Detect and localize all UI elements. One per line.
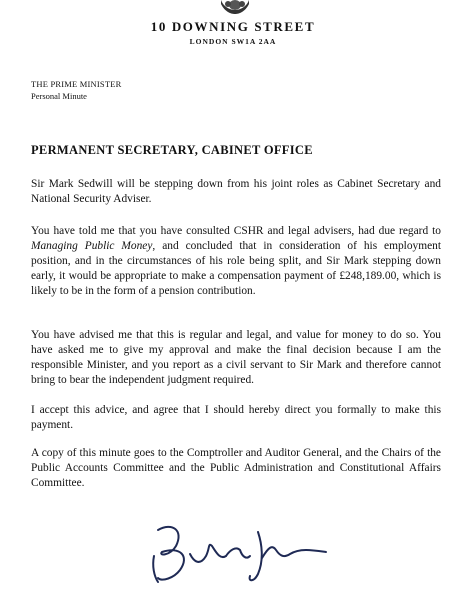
signature (150, 516, 330, 586)
paragraph-4: I accept this advice, and agree that I should hereby direct you formally to make this payment. (31, 404, 441, 432)
paragraph-2-text-a: You have told me that you have consulted CSHR and legal advisers, had due regard to (31, 225, 441, 237)
address-line-2: LONDON SW1A 2AA (189, 37, 277, 46)
royal-crest-icon (215, 0, 255, 16)
paragraph-2-text-b: , and concluded that in consideration of his employment position, and in the circumstances of his role being split, and Sir Mark stepping down early, it would be appropriate to make a compensation payment of £248,189.00, which is likely to be in the form of a pension contribution. (31, 240, 441, 298)
paragraph-3: You have advised me that this is regular and legal, and value for money to do so. You have asked me to give my approval and make the final decision because I am the responsible Minister, and you report as a civil servant to Sir Mark and therefore cannot bring to bear the independent judgment required. (31, 329, 441, 387)
minute-type: Personal Minute (31, 91, 87, 101)
address-line-1: 10 DOWNING STREET (150, 19, 316, 34)
sender-title: THE PRIME MINISTER (31, 79, 122, 89)
paragraph-2 (31, 224, 441, 299)
publication-title: Managing Public Money (31, 240, 153, 253)
addressee-heading: PERMANENT SECRETARY, CABINET OFFICE (31, 143, 313, 157)
paragraph-5: A copy of this minute goes to the Comptroller and Auditor General, and the Chairs of the Public Accounts Committee and the Public Administration and Constitutional Affairs Committee. (31, 447, 441, 490)
paragraph-1: Sir Mark Sedwill will be stepping down from his joint roles as Cabinet Secretary and National Security Adviser. (31, 178, 441, 206)
